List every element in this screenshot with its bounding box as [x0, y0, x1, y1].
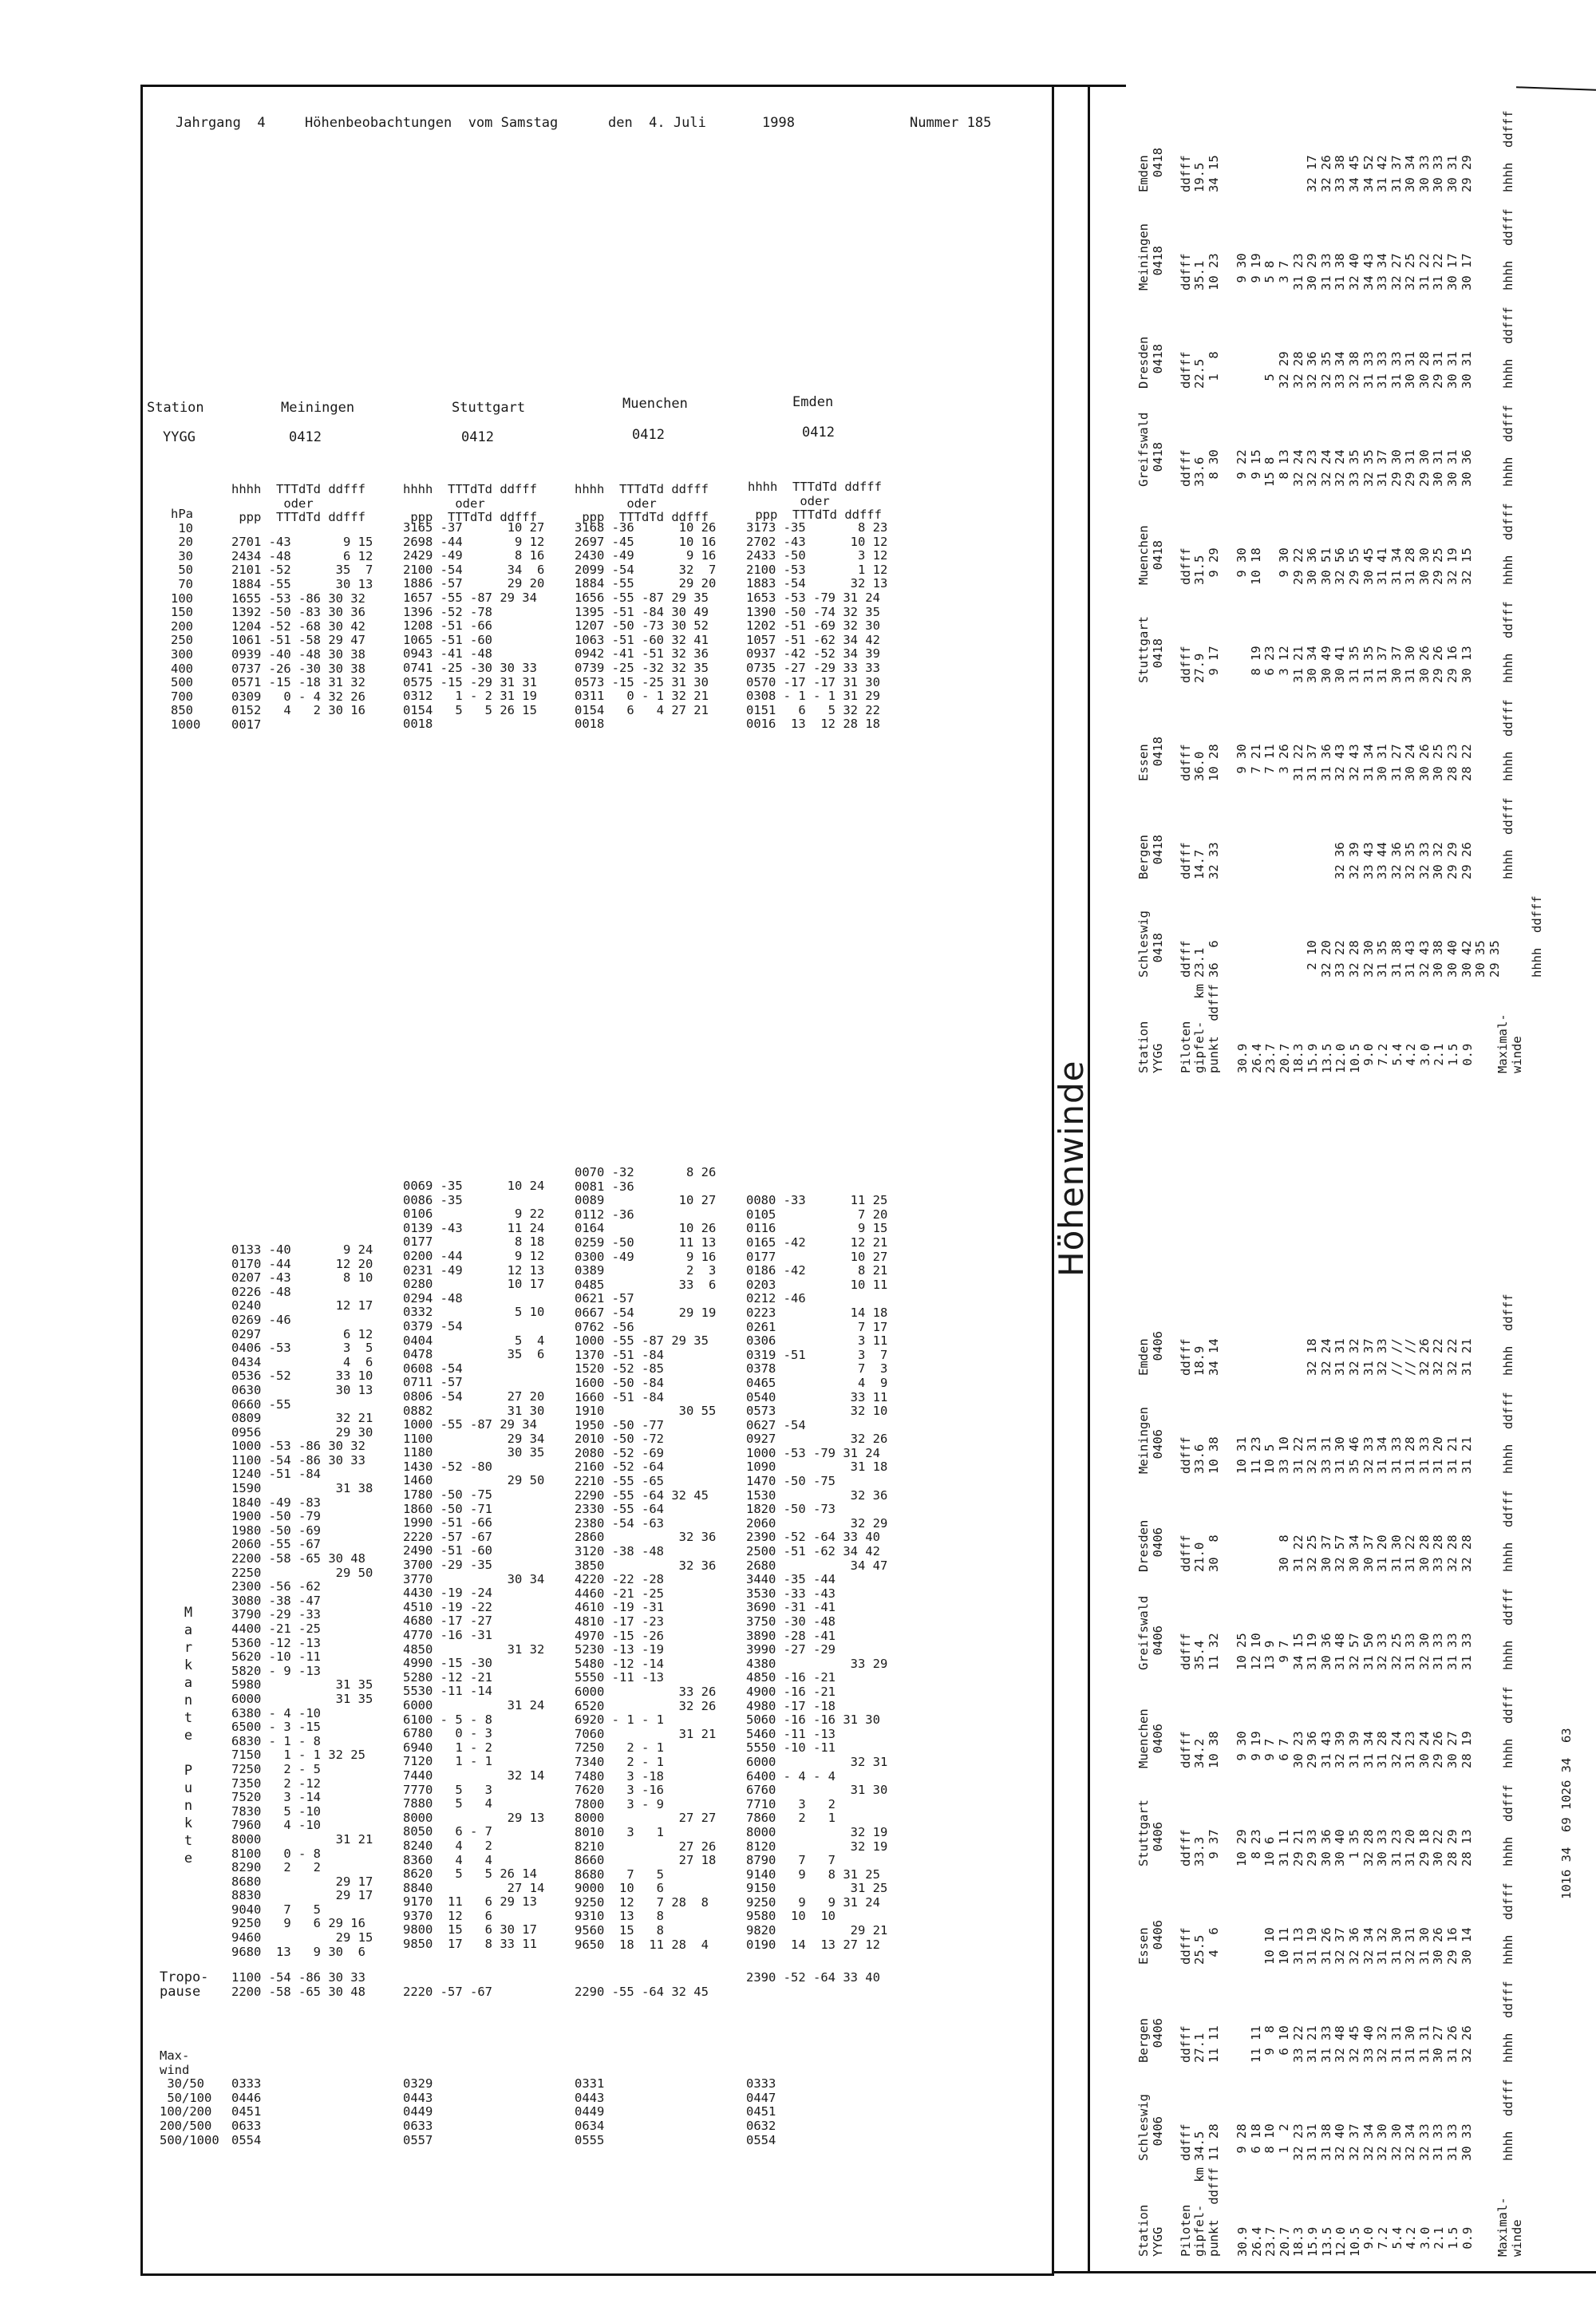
tropopause-meiningen: 1100 -54 -86 30 33 2200 -58 -65 30 48: [231, 1970, 365, 1999]
tropopause-stuttgart: 2220 -57 -67: [403, 1984, 492, 1999]
pilot-top-station-schleswig: Schleswig 0418 ddfff 23.1 36 6 2 10 32 20 33 22 32 28 32 30 31 35 31 38 31 43 32 43 30 38 30 40 30 42 30 35 29 35 hhhh ddfff: [1136, 895, 1544, 978]
pilot-bottom-heights: 30.9 26.4 23.7 20.7 18.3 15.9 13.5 12.0 10.5 9.0 7.2 5.4 4.2 3.0 2.1 1.5 0.9: [1235, 2226, 1475, 2257]
pilot-bottom-station-dresden: Dresden 0406 ddfff 21.0 30 8 30 8 31 22 32 25 30 37 32 57 30 34 30 37 31 20 31 30 31 22 30 28 33 28 32 28 32 28 hhhh ddfff: [1136, 1490, 1516, 1572]
pilot-bottom-max-label: Maximal- winde: [1495, 2197, 1524, 2257]
pilot-top-station-greifswald: Greifswald 0418 ddfff 33.6 8 30 9 22 9 15 15 8 8 13 32 24 32 23 32 24 32 24 33 35 32 35 31 37 29 30 29 31 29 30 30 31 30 31 30 36 hhhh ddfff: [1136, 405, 1516, 487]
issue-year: 1998: [762, 115, 795, 131]
issue-date: den 4. Juli: [608, 115, 706, 131]
pilot-bottom-station-emden: Emden 0406 ddfff 18.9 34 14 32 18 32 24 31 31 32 32 31 37 32 33 // // // // 32 26 32 22 32 22 31 21 hhhh ddfff: [1136, 1294, 1516, 1376]
column-header-emden: hhhh TTTdTd ddfff oder ppp TTTdTd ddfff: [748, 480, 882, 523]
pilot-top-station-bergen: Bergen 0418 ddfff 14.7 32 33 32 36 32 39 33 43 33 44 32 36 32 35 32 33 30 32 29 29 29 26 hhhh ddfff: [1136, 797, 1516, 879]
station-time-emden: 0412: [802, 425, 835, 440]
pilot-top-station-dresden: Dresden 0418 ddfff 22.5 1 8 5 32 29 32 28 32 36 32 35 33 34 32 38 31 33 31 33 31 33 30 31 30 28 29 31 30 31 30 31 hhhh ddfff: [1136, 306, 1516, 389]
sig-data-stuttgart: 0069 -35 10 24 0086 -35 0106 9 22 0139 -43 11 24 0177 8 18 0200 -44 9 12 0231 -49 12 13 0280 10 17 0294 -48 0332 5 10 0379 -54 0404 5 4 0478 35 6 0608 -54 0711 -57 0806 -54 27 20 0882 31 30 1000 -55 -87 29 34 1100 29 34 1180 30 35 1430 -52 -80 1460 29 50 1780 -50 -75 1860 -50 -71 1990 -51 -66 2220 -57 -67 2490 -51 -60 3700 -29 -35 3770 30 34 4430 -19 -24 4510 -19 -22 4680 -17 -27 4770 -16 -31 4850 31 32 4990 -15 -30 5280 -12 -21 5530 -11 -14 6000 31 24 6100 - 5 - 8 6780 0 - 3 6940 1 - 2 7120 1 - 1 7440 32 14 7770 5 3 7880 5 4 8000 29 13 8050 6 - 7 8240 4 2 8360 4 4 8620 5 5 26 14 8840 27 14 9170 11 6 29 13 9370 12 6 9800 15 6 30 17 9850 17 8 33 11: [403, 1179, 545, 1952]
pilot-top-station-essen: Essen 0418 ddfff 36.0 10 28 9 30 7 21 7 11 3 26 31 22 31 37 31 36 32 43 32 43 31 34 30 31 31 27 30 24 30 26 30 25 28 23 28 22 hhhh ddfff: [1136, 699, 1516, 781]
station-time-stuttgart: 0412: [461, 429, 494, 445]
tropopause-emden: 2390 -52 -64 33 40: [746, 1969, 880, 1985]
hoehenwinde-title: Höhenwinde: [1052, 1060, 1091, 1277]
page-header: [176, 117, 1005, 136]
maxwind-emden: 0333 0447 0451 0632 0554: [746, 2076, 776, 2147]
jahrgang: Jahrgang 4: [176, 115, 266, 131]
std-data-meiningen: 2701 -43 9 15 2434 -48 6 12 2101 -52 35 7 1884 -55 30 13 1655 -53 -86 30 32 1392 -50 -83 30 36 1204 -52 -68 30 42 1061 -51 -58 29 47 0939 -40 -48 30 38 0737 -26 -30 30 38 0571 -15 -18 31 32 0309 0 - 4 32 26 0152 4 2 30 16 0017: [231, 535, 373, 732]
column-header-stuttgart: hhhh TTTdTd ddfff oder ppp TTTdTd ddfff: [403, 482, 537, 525]
extra-data-line: 1016 34 69 1026 34 63: [1559, 1728, 1574, 1899]
pilot-bottom-header: Station YYGG Piloten gipfel- km punkt ddfff: [1136, 2167, 1221, 2257]
pilot-top-station-stuttgart: Stuttgart 0418 ddfff 27.9 9 17 8 19 6 23 3 12 31 21 30 34 30 49 30 41 31 35 31 35 31 37 30 37 31 30 30 26 29 26 29 16 30 13 hhhh ddfff: [1136, 601, 1516, 683]
maxwind-stuttgart: 0329 0443 0449 0633 0557: [403, 2076, 433, 2147]
station-name-muenchen: Muenchen: [622, 396, 688, 412]
sig-data-muenchen: 0070 -32 8 26 0081 -36 0089 10 27 0112 -36 0164 10 26 0259 -50 11 13 0300 -49 9 16 0389 2 3 0485 33 6 0621 -57 0667 -54 29 19 0762 -56 1000 -55 -87 29 35 1370 -51 -84 1520 -52 -85 1600 -50 -84 1660 -51 -84 1910 30 55 1950 -50 -77 2010 -50 -72 2080 -52 -69 2160 -52 -64 2210 -55 -65 2290 -55 -64 32 45 2330 -55 -64 2380 -54 -63 2860 32 36 3120 -38 -48 3850 32 36 4220 -22 -28 4460 -21 -25 4610 -19 -31 4810 -17 -23 4970 -15 -26 5230 -13 -19 5480 -12 -14 5550 -11 -13 6000 33 26 6520 32 26 6920 - 1 - 1 7060 31 21 7250 2 - 1 7340 2 - 1 7480 3 -18 7620 3 -16 7800 3 - 9 8000 27 27 8010 3 1 8210 27 26 8660 27 18 8680 7 5 9000 10 6 9250 12 7 28 8 9310 13 8 9560 15 8 9650 18 11 28 4: [575, 1165, 717, 1952]
tropopause-label: Tropo- pause: [160, 1969, 209, 2000]
pilot-bottom-station-schleswig: Schleswig 0406 ddfff 34.5 11 28 9 28 6 18 8 10 1 2 32 23 31 31 31 38 32 40 32 37 32 34 32 30 32 30 32 34 32 33 31 33 31 33 30 33 hhhh ddfff: [1136, 2079, 1516, 2161]
maxwind-label: Max- wind 30/50 50/100 100/200 200/500 500/1000: [160, 2048, 219, 2147]
station-label: Station: [147, 400, 204, 416]
pilot-bottom-station-bergen: Bergen 0406 ddfff 27.1 11 11 11 11 9 8 6 10 33 22 31 21 31 33 32 48 32 45 33 40 32 32 31 31 31 30 31 31 30 27 31 26 32 26 hhhh ddfff: [1136, 1981, 1516, 2063]
top-rule-right: [1054, 85, 1126, 87]
top-rule-far-right: [1516, 86, 1596, 90]
page-title: Höhenbeobachtungen vom Samstag: [305, 115, 559, 131]
pressure-levels: hPa 10 20 30 50 70 100 150 200 250 300 400 500 700 850 1000: [171, 507, 201, 732]
pilot-bottom-station-meiningen: Meiningen 0406 ddfff 33.6 10 38 10 31 11 23 10 5 33 10 31 22 32 31 33 31 31 30 35 46 32 33 31 34 31 33 31 28 31 33 31 20 31 21 31 21 hhhh ddfff: [1136, 1392, 1516, 1474]
maxwind-meiningen: 0333 0446 0451 0633 0554: [231, 2076, 262, 2147]
pilot-top-heights: 30.9 26.4 23.7 20.7 18.3 15.9 13.5 12.0 10.5 9.0 7.2 5.4 4.2 3.0 2.1 1.5 0.9: [1235, 1043, 1475, 1073]
std-data-muenchen: 3168 -36 10 26 2697 -45 10 16 2430 -49 9 16 2099 -54 32 7 1884 -55 29 20 1656 -55 -87 29 35 1395 -51 -84 30 49 1207 -50 -73 30 52 1063 -51 -60 32 41 0942 -41 -51 32 36 0739 -25 -32 32 35 0573 -15 -25 31 30 0311 0 - 1 32 21 0154 6 4 27 21 0018: [575, 520, 717, 732]
column-header-meiningen: hhhh TTTdTd ddfff oder ppp TTTdTd ddfff: [231, 482, 365, 525]
markante-punkte-label: M a r k a n t e P u n k t e: [184, 1605, 193, 1866]
bottom-rule-right: [1052, 2271, 1596, 2273]
station-name-stuttgart: Stuttgart: [452, 400, 526, 416]
std-data-emden: 3173 -35 8 23 2702 -43 10 12 2433 -50 3 12 2100 -53 1 12 1883 -54 32 13 1653 -53 -79 31 24 1390 -50 -74 32 35 1202 -51 -69 32 30 1057 -51 -62 34 42 0937 -42 -52 34 39 0735 -27 -29 33 33 0570 -17 -17 31 30 0308 - 1 - 1 31 29 0151 6 5 32 22 0016 13 12 28 18: [746, 520, 888, 732]
station-name-meiningen: Meiningen: [281, 400, 355, 416]
pilot-bottom-station-essen: Essen 0406 ddfff 25.5 4 6 10 10 10 11 31 13 31 19 31 26 32 37 32 36 32 34 31 32 31 30 32 31 31 30 30 26 29 16 30 14 hhhh ddfff: [1136, 1882, 1516, 1965]
station-name-emden: Emden: [792, 394, 834, 410]
pilot-top-max-label: Maximal- winde: [1495, 1013, 1524, 1073]
column-header-muenchen: hhhh TTTdTd ddfff oder ppp TTTdTd ddfff: [575, 482, 709, 525]
maxwind-muenchen: 0331 0443 0449 0634 0555: [575, 2076, 605, 2147]
pilot-bottom-station-stuttgart: Stuttgart 0406 ddfff 33.3 9 37 10 29 8 23 10 6 31 11 29 21 29 33 30 36 30 40 1 35 32 28 30 33 31 23 31 20 29 18 30 22 28 29 28 13 hhhh ddfff: [1136, 1784, 1516, 1866]
pilot-top-station-emden: Emden 0418 ddfff 19.5 34 15 32 17 32 26 33 38 34 45 34 52 31 42 31 37 30 34 30 33 30 33 30 31 29 29 hhhh ddfff: [1136, 110, 1516, 192]
tropopause-muenchen: 2290 -55 -64 32 45: [575, 1984, 709, 1999]
yygg-label: YYGG: [163, 429, 196, 445]
station-time-meiningen: 0412: [289, 429, 322, 445]
station-time-muenchen: 0412: [632, 427, 665, 443]
pilot-bottom-station-greifswald: Greifswald 0406 ddfff 35.4 11 32 10 25 12 10 13 9 9 7 34 15 31 19 30 36 31 48 32 57 31 50 32 33 32 25 31 33 32 30 31 33 31 33 31 33 hhhh ddfff: [1136, 1588, 1516, 1670]
issue-number: Nummer 185: [910, 115, 992, 131]
sig-data-meiningen: 0133 -40 9 24 0170 -44 12 20 0207 -43 8 10 0226 -48 0240 12 17 0269 -46 0297 6 12 0406 -53 3 5 0434 4 6 0536 -52 33 10 0630 30 13 0660 -55 0809 32 21 0956 29 30 1000 -53 -86 30 32 1100 -54 -86 30 33 1240 -51 -84 1590 31 38 1840 -49 -83 1900 -50 -79 1980 -50 -69 2060 -55 -67 2200 -58 -65 30 48 2250 29 50 2300 -56 -62 3080 -38 -47 3790 -29 -33 4400 -21 -25 5360 -12 -13 5620 -10 -11 5820 - 9 -13 5980 31 35 6000 31 35 6380 - 4 -10 6500 - 3 -15 6830 - 1 - 8 7150 1 - 1 32 25 7250 2 - 5 7350 2 -12 7520 3 -14 7830 5 -10 7960 4 -10 8000 31 21 8100 0 - 8 8290 2 2 8680 29 17 8830 29 17 9040 7 5 9250 9 6 29 16 9460 29 15 9680 13 9 30 6: [231, 1242, 373, 1959]
pilot-top-station-meiningen: Meiningen 0418 ddfff 35.1 10 23 9 30 9 19 5 8 3 7 31 23 30 29 31 33 31 38 32 40 34 43 33 34 32 27 32 25 31 22 31 22 30 17 30 17 hhhh ddfff: [1136, 208, 1516, 290]
pilot-bottom-station-muenchen: Muenchen 0406 ddfff 34.2 10 38 9 30 9 19 9 7 6 7 30 23 29 36 31 43 32 39 31 39 31 34 31 28 32 24 31 23 30 24 29 26 30 27 28 19 hhhh ddfff: [1136, 1686, 1516, 1768]
std-data-stuttgart: 3165 -37 10 27 2698 -44 9 12 2429 -49 8 16 2100 -54 34 6 1886 -57 29 20 1657 -55 -87 29 34 1396 -52 -78 1208 -51 -66 1065 -51 -60 0943 -41 -48 0741 -25 -30 30 33 0575 -15 -29 31 31 0312 1 - 2 31 19 0154 5 5 26 15 0018: [403, 520, 545, 732]
pilot-top-header: Station YYGG Piloten gipfel- km punkt ddfff: [1136, 984, 1221, 1073]
sig-data-emden: 0080 -33 11 25 0105 7 20 0116 9 15 0165 -42 12 21 0177 10 27 0186 -42 8 21 0203 10 11 0212 -46 0223 14 18 0261 7 17 0306 3 11 0319 -51 3 7 0378 7 3 0465 4 9 0540 33 11 0573 32 10 0627 -54 0927 32 26 1000 -53 -79 31 24 1090 31 18 1470 -50 -75 1530 32 36 1820 -50 -73 2060 32 29 2390 -52 -64 33 40 2500 -51 -62 34 42 2680 34 47 3440 -35 -44 3530 -33 -43 3690 -31 -41 3750 -30 -48 3890 -28 -41 3990 -27 -29 4380 33 29 4850 -16 -21 4900 -16 -21 4980 -17 -18 5060 -16 -16 31 30 5460 -11 -13 5550 -10 -11 6000 32 31 6400 - 4 - 4 6760 31 30 7710 3 2 7860 2 1 8000 32 19 8120 32 19 8790 7 7 9140 9 8 31 25 9150 31 25 9250 9 9 31 24 9580 10 10 9820 29 21 0190 14 13 27 12: [746, 1193, 888, 1952]
pilot-top-station-muenchen: Muenchen 0418 ddfff 31.5 9 29 9 30 10 18 9 30 29 22 30 36 30 51 32 56 29 55 30 45 31 41 31 34 31 28 30 30 29 25 32 19 32 15 hhhh ddfff: [1136, 503, 1516, 585]
